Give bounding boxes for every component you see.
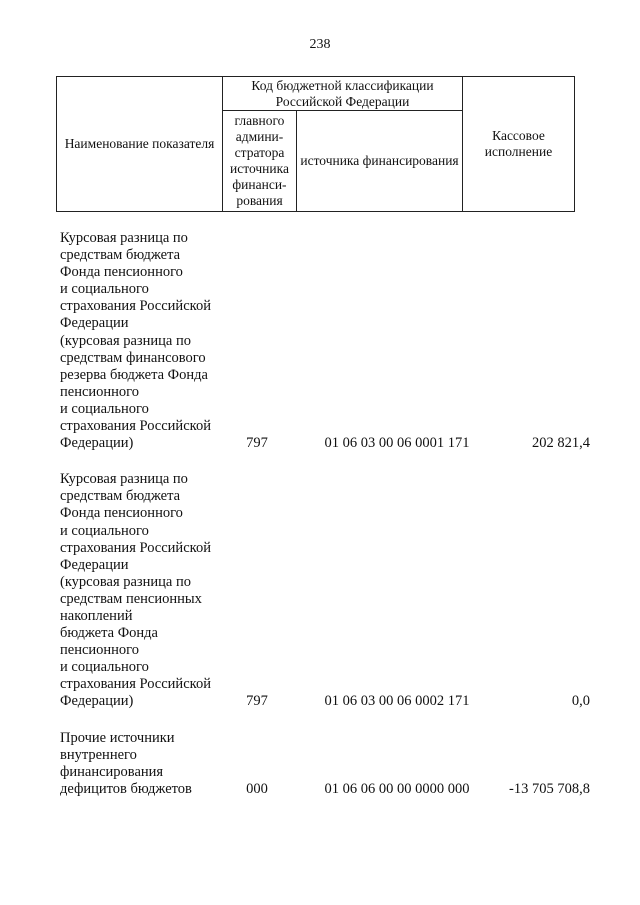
table-row	[60, 230, 590, 452]
row-admin-code: 797	[246, 435, 268, 452]
table-header	[56, 76, 575, 212]
row-cash-value: -13 705 708,8	[509, 780, 590, 797]
row-cash-value: 0,0	[571, 693, 590, 710]
row-source-code: 01 06 03 00 06 0002 171	[324, 693, 470, 710]
row-name: Курсовая разница по средствам бюджета Фонда пенсионного и социального страхования Российской Федерации (курсовая разница по средствам финансового резерва бюджета Фонда пенсионного и социального страхования Российской Федерации)	[60, 230, 211, 452]
table-row	[60, 471, 590, 710]
header-name-column: Наименование показателя	[57, 77, 223, 212]
row-name: Курсовая разница по средствам бюджета Фонда пенсионного и социального страхования Российской Федерации (курсовая разница по средствам пенсионных накоплений бюджета Фонда пенсионного и социального страхования Российской Федерации)	[60, 471, 211, 710]
header-cash-column: Кассовое исполнение	[463, 77, 575, 212]
table-row	[60, 730, 590, 798]
row-name: Прочие источники внутреннего финансирования дефицитов бюджетов	[60, 729, 192, 797]
header-admin-column: главного админи-стратора источника финанси-рования	[223, 111, 297, 212]
row-admin-code: 797	[246, 693, 268, 710]
page-number: 238	[309, 37, 331, 52]
header-source-column: источника финансирования	[297, 111, 463, 212]
header-code-group: Код бюджетной классификации Российской Федерации	[223, 77, 463, 111]
table-body	[60, 230, 590, 817]
row-cash-value: 202 821,4	[532, 435, 590, 452]
row-source-code: 01 06 06 00 00 0000 000	[324, 780, 470, 797]
row-admin-code: 000	[246, 780, 268, 797]
row-source-code: 01 06 03 00 06 0001 171	[324, 435, 470, 452]
